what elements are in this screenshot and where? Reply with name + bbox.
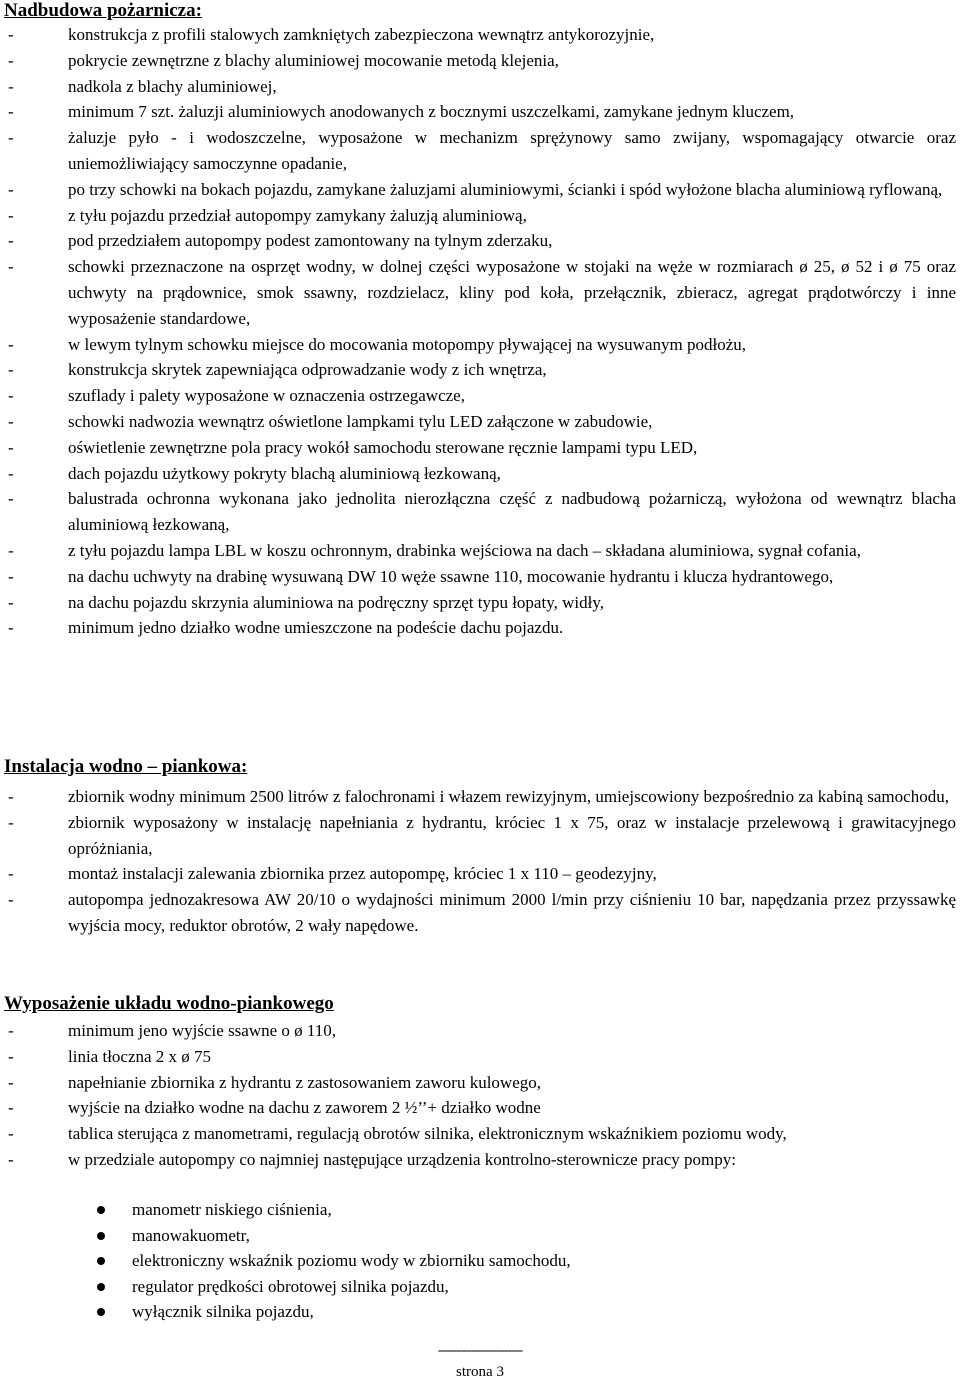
dash-marker: - <box>8 618 14 638</box>
dash-marker: - <box>8 334 14 354</box>
dash-marker: - <box>8 231 14 251</box>
dash-marker: - <box>8 864 14 884</box>
list-item: - z tyłu pojazdu przedział autopompy zamykany żaluzją aluminiową, <box>0 203 956 229</box>
dash-marker: - <box>8 787 14 806</box>
list-item: - konstrukcja skrytek zapewniająca odprowadzanie wody z ich wnętrza, <box>0 357 956 383</box>
list-instalacja <box>0 784 956 939</box>
sublist-item: elektroniczny wskaźnik poziomu wody w zbiorniku samochodu, <box>0 1248 956 1274</box>
list-item: - w lewym tylnym schowku miejsce do mocowania motopompy pływającej na wysuwanym podłożu, <box>0 332 956 358</box>
dash-marker: - <box>8 489 14 509</box>
dash-marker: - <box>8 890 14 910</box>
list-item: - po trzy schowki na bokach pojazdu, zamykane żaluzjami aluminiowymi, ścianki i spód wyłożone blacha aluminiową ryflowaną, <box>0 177 956 203</box>
dash-marker: - <box>8 1021 14 1040</box>
list-item: - schowki przeznaczone na osprzęt wodny, w dolnej części wyposażone w stojaki na węże w rozmiarach ø 25, ø 52 i ø 75 oraz uchwyty na prądownice, smok ssawny, rozdzielacz, kliny pod koła, przełącznik, zbieracz, agregat prądotwórczy i inne wyposażenie standardowe, <box>0 254 956 331</box>
section-title-wyposazenie: Wyposażenie układu wodno-piankowego <box>4 993 334 1014</box>
list-item: - zbiornik wodny minimum 2500 litrów z falochronami i włazem rewizyjnym, umiejscowiony bezpośrednio za kabiną samochodu, <box>0 784 956 810</box>
dash-marker: - <box>8 540 14 560</box>
bullet-dot <box>97 1206 105 1214</box>
list-item: - pokrycie zewnętrzne z blachy aluminiowej mocowanie metodą klejenia, <box>0 48 956 74</box>
list-item: - minimum 7 szt. żaluzji aluminiowych anodowanych z bocznymi uszczelkami, zamykane jednym kluczem, <box>0 99 956 125</box>
sublist-urzadzenia <box>0 1197 956 1325</box>
sublist-item: wyłącznik silnika pojazdu, <box>0 1299 956 1325</box>
list-item: - konstrukcja z profili stalowych zamkniętych zabezpieczona wewnątrz antykorozyjnie, <box>0 22 956 48</box>
list-item: - autopompa jednozakresowa AW 20/10 o wydajności minimum 2000 l/min przy ciśnieniu 10 bar, napędzania przez przyssawkę wyjścia mocy, reduktor obrotów, 2 wały napędowe. <box>0 887 956 939</box>
list-item: - nadkola z blachy aluminiowej, <box>0 74 956 100</box>
dash-marker: - <box>8 463 14 483</box>
list-item: - wyjście na działko wodne na dachu z zaworem 2 ½’’+ działko wodne <box>0 1095 956 1121</box>
list-item: - linia tłoczna 2 x ø 75 <box>0 1044 956 1070</box>
list-wyposazenie <box>0 1018 956 1173</box>
footer-separator: ----------------------- <box>437 1343 523 1358</box>
bullet-dot <box>97 1283 105 1291</box>
section-title-nadbudowa: Nadbudowa pożarnicza: <box>4 0 202 21</box>
list-item: - balustrada ochronna wykonana jako jednolita nierozłączna część z nadbudową pożarniczą, wyłożona od wewnątrz blacha aluminiową łezkowaną, <box>0 486 956 538</box>
list-item: - oświetlenie zewnętrzne pola pracy wokół samochodu sterowane ręcznie lampami typu LED, <box>0 435 956 461</box>
dash-marker: - <box>8 179 14 199</box>
list-item: - żaluzje pyło - i wodoszczelne, wyposażone w mechanizm sprężynowy samo zwijany, wspomagający otwarcie oraz uniemożliwiający samoczynne opadanie, <box>0 125 956 177</box>
list-item: - montaż instalacji zalewania zbiornika przez autopompę, króciec 1 x 110 – geodezyjny, <box>0 861 956 887</box>
bullet-dot <box>97 1257 105 1265</box>
list-item: - minimum jedno działko wodne umieszczone na podeście dachu pojazdu. <box>0 615 956 641</box>
dash-marker: - <box>8 360 14 380</box>
dash-marker: - <box>8 1072 14 1092</box>
dash-marker: - <box>8 812 14 832</box>
list-item: - w przedziale autopompy co najmniej następujące urządzenia kontrolno-sterownicze pracy pompy: <box>0 1147 956 1173</box>
section-title-instalacja: Instalacja wodno – piankowa: <box>4 756 248 777</box>
bullet-dot <box>97 1308 105 1316</box>
page-number: strona 3 <box>456 1364 504 1380</box>
list-item: - dach pojazdu użytkowy pokryty blachą aluminiową łezkowaną, <box>0 461 956 487</box>
dash-marker: - <box>8 1149 14 1169</box>
dash-marker: - <box>8 102 14 122</box>
dash-marker: - <box>8 257 14 277</box>
list-nadbudowa <box>0 22 956 641</box>
dash-marker: - <box>8 386 14 406</box>
list-item: - na dachu uchwyty na drabinę wysuwaną DW 10 węże ssawne 110, mocowanie hydrantu i klucza hydrantowego, <box>0 564 956 590</box>
list-item: - napełnianie zbiornika z hydrantu z zastosowaniem zaworu kulowego, <box>0 1070 956 1096</box>
sublist-item: manometr niskiego ciśnienia, <box>0 1197 956 1223</box>
dash-marker: - <box>8 411 14 431</box>
dash-marker: - <box>8 76 14 96</box>
list-item: - schowki nadwozia wewnątrz oświetlone lampkami tylu LED załączone w zabudowie, <box>0 409 956 435</box>
list-item: - tablica sterująca z manometrami, regulacją obrotów silnika, elektronicznym wskaźnikiem poziomu wody, <box>0 1121 956 1147</box>
list-item: - minimum jeno wyjście ssawne o ø 110, <box>0 1018 956 1044</box>
dash-marker: - <box>8 1098 14 1118</box>
dash-marker: - <box>8 566 14 586</box>
sublist-item: regulator prędkości obrotowej silnika pojazdu, <box>0 1274 956 1300</box>
dash-marker: - <box>8 1124 14 1144</box>
dash-marker: - <box>8 25 14 44</box>
dash-marker: - <box>8 1046 14 1066</box>
dash-marker: - <box>8 50 14 70</box>
list-item: - z tyłu pojazdu lampa LBL w koszu ochronnym, drabinka wejściowa na dach – składana aluminiowa, sygnał cofania, <box>0 538 956 564</box>
sublist-item: manowakuometr, <box>0 1223 956 1249</box>
dash-marker: - <box>8 205 14 225</box>
dash-marker: - <box>8 592 14 612</box>
bullet-dot <box>97 1232 105 1240</box>
dash-marker: - <box>8 437 14 457</box>
list-item: - zbiornik wyposażony w instalację napełniania z hydrantu, króciec 1 x 75, oraz w instalacje przelewową i grawitacyjnego opróżniania, <box>0 810 956 862</box>
list-item: - szuflady i palety wyposażone w oznaczenia ostrzegawcze, <box>0 383 956 409</box>
list-item: - na dachu pojazdu skrzynia aluminiowa na podręczny sprzęt typu łopaty, widły, <box>0 590 956 616</box>
dash-marker: - <box>8 128 14 148</box>
list-item: - pod przedziałem autopompy podest zamontowany na tylnym zderzaku, <box>0 228 956 254</box>
